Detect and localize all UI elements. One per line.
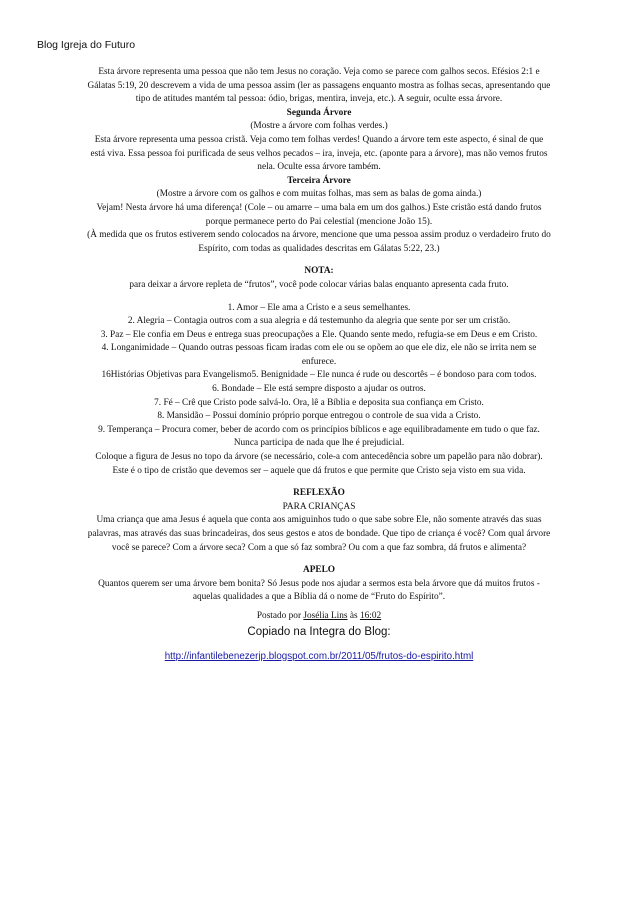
fruit-item: 7. Fé – Crê que Cristo pode salvá-lo. Ora, lê a Bíblia e deposita sua confiança em Cristo. — [154, 397, 484, 408]
section-title-segunda: Segunda Árvore — [286, 107, 352, 118]
author-link[interactable]: Josélia Lins — [303, 610, 348, 621]
fruit-item: 9. Temperança – Procura comer, beber de acordo com os princípios bíblicos e age equilibradamente em tudo o que faz. — [98, 424, 540, 435]
nota-line: para deixar a árvore repleta de “frutos”, você pode colocar várias balas enquanto apresenta cada fruto. — [129, 279, 509, 290]
segunda-line: está viva. Essa pessoa foi purificada de seus velhos pecados – ira, inveja, etc. (aponte para a árvore), mas não vemos frutos — [90, 148, 548, 159]
fruit-item: 3. Paz – Ele confia em Deus e entrega suas preocupações a Ele. Quando sente medo, refugia-se em Deus e em Cristo. — [100, 329, 538, 340]
fruit-item: 2. Alegria – Contagia outros com a sua alegria e dá testemunho da alegria que sente por ser um cristão. — [127, 316, 511, 327]
fruit-item: Nunca participa de nada que lhe é prejudicial. — [233, 438, 405, 449]
apelo-line: aquelas qualidades a que a Bíblia dá o nome de “Fruto do Espírito”. — [192, 592, 446, 603]
fruit-item: 8. Mansidão – Possui domínio próprio porque entregou o controle de sua vida a Cristo. — [157, 411, 481, 422]
fruit-item: enfurece. — [301, 356, 337, 367]
section-title-reflexao: REFLEXÃO — [293, 488, 345, 499]
reflexao-line: palavras, mas através das suas brincadeiras, dos seus gestos e atos de bondade. Que tipo de criança é você? Com qual árvore — [87, 529, 551, 539]
terceira-line: porque permanece perto do Pai celestial (mencione João 15). — [205, 216, 433, 227]
intro-line: tipo de atitudes mantém tal pessoa: ódio, brigas, mentira, inveja, etc.). A seguir, oculte essa árvore. — [135, 94, 503, 105]
section-title-nota: NOTA: — [304, 266, 334, 277]
fruit-item: Este é o tipo de cristão que devemos ser – aquele que dá frutos e que permite que Cristo seja visto em sua vida. — [112, 465, 526, 476]
intro-line: Esta árvore representa uma pessoa que não tem Jesus no coração. Veja como se parece com galhos secos. Efésios 2:1 e — [98, 67, 540, 77]
intro-line: Gálatas 5:19, 20 descrevem a vida de uma pessoa assim (ler as passagens enquanto mostra as folhas secas, apresentando que — [87, 80, 551, 91]
section-subtitle-criancas: PARA CRIANÇAS — [282, 501, 356, 512]
segunda-line: (Mostre a árvore com folhas verdes.) — [250, 121, 388, 132]
reflexao-line: Uma criança que ama Jesus é aquela que conta aos amiguinhos tudo o que sabe sobre Ele, não somente através das suas — [96, 515, 542, 526]
document-body — [2, 66, 636, 664]
section-title-apelo: APELO — [302, 565, 336, 576]
time-link[interactable]: 16:02 — [359, 610, 382, 621]
fruit-item: 16Histórias Objetivas para Evangelismo5. Benignidade – Ele nunca é rude ou descortês – é bondoso para com todos. — [101, 370, 537, 381]
blog-header: Blog Igreja do Futuro — [37, 39, 136, 51]
reflexao-line: você se parece? Com a árvore seca? Com a que só faz sombra? Ou com a que faz sombra, dá frutos e alimenta? — [111, 542, 527, 553]
terceira-line: (À medida que os frutos estiverem sendo colocados na árvore, mencione que uma pessoa assim produz o verdadeiro fruto do — [87, 230, 551, 241]
segunda-line: Esta árvore representa uma pessoa cristã. Veja como tem folhas verdes! Quando a árvore tem este aspecto, é sinal de que — [94, 134, 544, 145]
terceira-line: Vejam! Nesta árvore há uma diferença! (Cole – ou amarre – uma bala em um dos galhos.) Este cristão está dando frutos — [96, 202, 542, 213]
terceira-line: Espírito, com todas as qualidades descritas em Gálatas 5:22, 23.) — [198, 243, 440, 254]
posted-middle: às — [349, 610, 358, 621]
posted-by — [2, 610, 636, 624]
fruit-item: 1. Amor – Ele ama a Cristo e a seus semelhantes. — [227, 302, 411, 313]
fruit-item: Coloque a figura de Jesus no topo da árvore (se necessário, cole-a com antecedência sobre um papelão para não dobrar). — [95, 452, 543, 463]
copied-note: Copiado na Integra do Blog: — [247, 625, 391, 638]
terceira-line: (Mostre a árvore com os galhos e com muitas folhas, mas sem as balas de goma ainda.) — [156, 189, 482, 200]
fruit-item: 6. Bondade – Ele está sempre disposto a ajudar os outros. — [212, 384, 426, 395]
source-link[interactable]: http://infantilebenezerjp.blogspot.com.br/2011/05/frutos-do-espirito.html — [164, 650, 474, 662]
apelo-line: Quantos querem ser uma árvore bem bonita? Só Jesus pode nos ajudar a sermos esta bela árvore que dá muitos frutos - — [98, 578, 540, 589]
segunda-line: nela. Oculte essa árvore também. — [257, 162, 381, 173]
posted-prefix: Postado por — [256, 610, 302, 621]
section-title-terceira: Terceira Árvore — [287, 175, 351, 186]
fruit-item: 4. Longanimidade – Quando outras pessoas ficam iradas com ele ou se opõem ao que ele diz, ele não se irrita nem se — [101, 343, 537, 354]
